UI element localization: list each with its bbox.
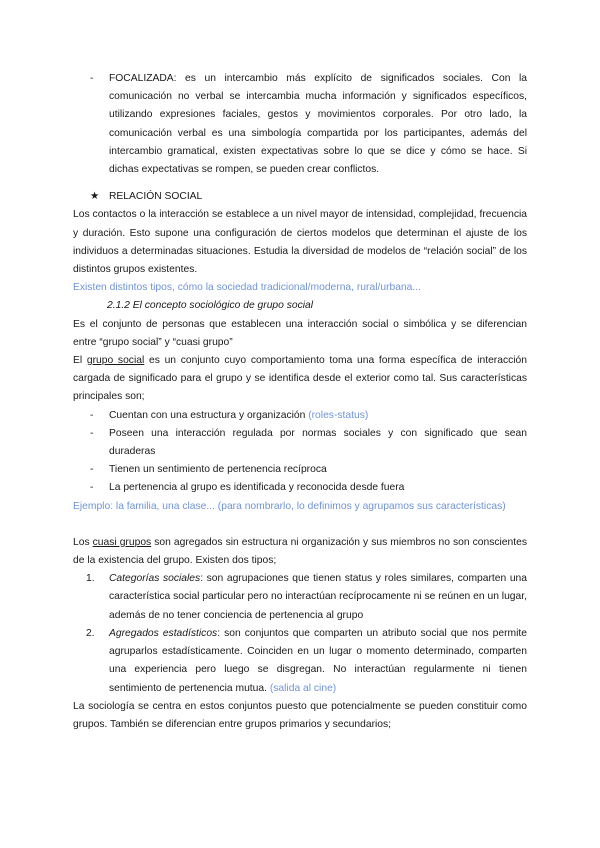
cuasi-post: son agregados sin estructura ni organización y sus miembros no son conscientes de la existencia del grupo. Existen dos tipos; (73, 536, 527, 567)
closing-paragraph: La sociología se centra en estos conjuntos puesto que potencialmente se pueden constituir como grupos. También se diferencian entre grupos primarios y secundarios; (73, 700, 527, 730)
numbered-item (73, 570, 527, 625)
example-note: Ejemplo: la familia, una clase... (para nombrarlo, lo definimos y agrupamos sus características) (73, 500, 506, 512)
item-note: (salida al cine) (269, 682, 337, 694)
item-term: Categorías sociales (109, 573, 201, 585)
relacion-paragraph: Los contactos o la interacción se establece a un nivel mayor de intensidad, complejidad, frecuencia y duración. Esto supone una configuración de ciertos modelos que determinan el ajuste de los individuos a determinadas situaciones. Estudia la diversidad de modelos de “relación social” de los distintos grupos existentes. (73, 209, 527, 276)
star-icon: ★ (90, 191, 100, 203)
feature-item (73, 407, 527, 425)
dash-bullet: - (90, 427, 94, 439)
def-pre: El (73, 355, 87, 367)
item-number: 1. (86, 573, 95, 585)
item-text: : son conjuntos que comparten un atributo social que nos permite agruparlos estadísticamente. Coinciden en un lugar o momento determinado, comparten una experiencia pero luego se disgregan. No interactúan regularmente ni tienen sentimiento de pertenencia mutua. (109, 627, 527, 694)
cuasi-pre: Los (73, 536, 93, 548)
dash-bullet: - (90, 409, 94, 421)
dash-bullet: - (90, 73, 94, 84)
def-post: es un conjunto cuyo comportamiento toma una forma específica de interacción cargada de significado para el grupo y se identifica desde el exterior como tal. Sus características principales son; (73, 355, 527, 403)
grupo-social-term: grupo social (86, 355, 145, 367)
focalizada-text: FOCALIZADA: es un intercambio más explícito de significados sociales. Con la comunicación no verbal se intercambia mucha información y significados específicos, utilizando expresiones faciales, gestos y movimientos corporales. Por otro lado, la comunicación verbal es una simbología compartida por los participantes, además del intercambio gramatical, existen expectativas sobre lo que se dice y cómo se hace. Si dichas expectativas se rompen, se pueden crear conflictos. (109, 73, 527, 176)
feature-text: Cuentan con una estructura y organización (109, 409, 309, 421)
cuasi-grupos-term: cuasi grupos (92, 536, 152, 548)
item-number: 2. (86, 627, 95, 639)
feature-text: Tienen un sentimiento de pertenencia recíproca (109, 464, 327, 476)
feature-item (73, 461, 527, 479)
document-page (73, 70, 527, 734)
numbered-item (73, 625, 527, 698)
relacion-note: Existen distintos tipos, cómo la sociedad tradicional/moderna, rural/urbana... (73, 282, 421, 294)
feature-item (73, 425, 527, 461)
feature-text: La pertenencia al grupo es identificada y reconocida desde fuera (109, 482, 405, 494)
feature-text: Poseen una interacción regulada por normas sociales y con significado que sean duraderas (109, 427, 527, 458)
dash-bullet: - (90, 482, 94, 494)
feature-note: (roles-status) (308, 409, 369, 421)
feature-item (73, 479, 527, 497)
relacion-heading: RELACIÓN SOCIAL (109, 191, 203, 203)
relacion-heading-row (73, 188, 527, 206)
item-term: Agregados estadísticos (109, 627, 218, 639)
cuasi-grupos-definition (73, 534, 527, 570)
focalizada-item (73, 70, 527, 179)
dash-bullet: - (90, 464, 94, 476)
grupo-social-definition (73, 352, 527, 407)
paragraph-gap (73, 516, 527, 534)
section-intro: Es el conjunto de personas que establecen una interacción social o simbólica y se diferencian entre “grupo social” y “cuasi grupo” (73, 318, 527, 348)
section-title: 2.1.2 El concepto sociológico de grupo social (107, 300, 314, 312)
item-text: : son agrupaciones que tienen status y roles similares, comparten una característica social particular pero no interactúan recíprocamente ni se reúnen en un lugar, además de no tener conciencia de pertenencia al grupo (109, 573, 527, 621)
